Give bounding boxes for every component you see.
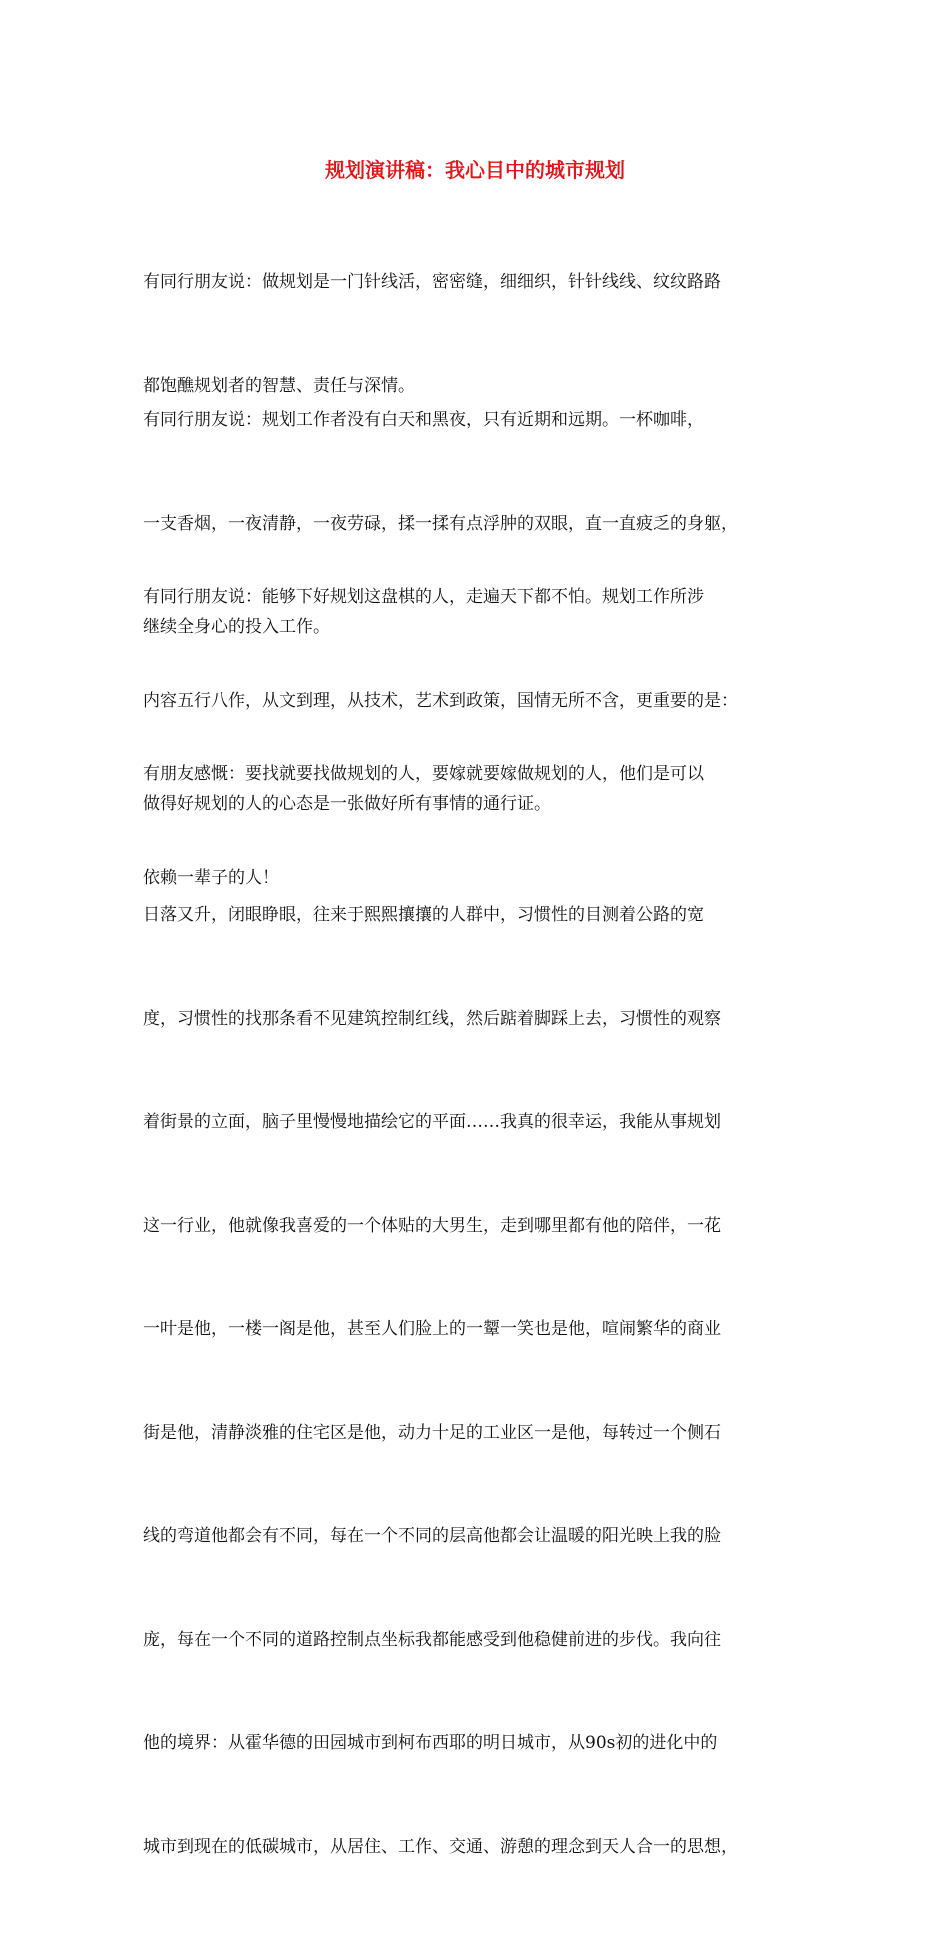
paragraph-5 [143,829,807,1933]
paragraph-line: 有同行朋友说：做规划是一门针线活，密密缝，细细织，针针线线、纹纹路路 [143,272,721,292]
paragraph-line: 有同行朋友说：能够下好规划这盘棋的人，走遍天下都不怕。规划工作所涉 [143,587,704,607]
paragraph-line: 线的弯道他都会有不同，每在一个不同的层高他都会让温暖的阳光映上我的脸 [143,1526,721,1546]
document-title: 规划演讲稿：我心目中的城市规划 [325,158,625,182]
paragraph-line: 街是他，清静淡雅的住宅区是他，动力十足的工业区一是他，每转过一个侧石 [143,1422,721,1443]
paragraph-line: 日落又升，闭眼睁眼，往来于熙熙攘攘的人群中，习惯性的目测着公路的宽 [143,905,704,925]
paragraph-line: 都饱醮规划者的智慧、责任与深情。 [143,375,415,396]
paragraph-line: 城市到现在的低碳城市，从居住、工作、交通、游憩的理念到天人合一的思想， [143,1836,738,1857]
paragraph-line: 一叶是他，一楼一阁是他，甚至人们脸上的一颦一笑也是他，喧闹繁华的商业 [143,1319,721,1339]
paragraph-line: 做得好规划的人的心态是一张做好所有事情的通行证。 [143,794,551,814]
paragraph-line: 他的境界：从霍华德的田园城市到柯布西耶的明日城市，从90s初的进化中的 [143,1733,718,1753]
paragraph-line: 一支香烟，一夜清静，一夜劳碌，揉一揉有点浮肿的双眼，直一直疲乏的身躯， [143,513,738,534]
paragraph-line: 庞，每在一个不同的道路控制点坐标我都能感受到他稳健前进的步伐。我向往 [143,1629,721,1650]
paragraph-line: 这一行业，他就像我喜爱的一个体贴的大男生，走到哪里都有他的陪伴，一花 [143,1215,721,1236]
paragraph-line: 继续全身心的投入工作。 [143,617,330,637]
paragraph-line: 度，习惯性的找那条看不见建筑控制红线，然后踮着脚踩上去，习惯性的观察 [143,1008,721,1029]
paragraph-line: 有同行朋友说：规划工作者没有白天和黑夜，只有近期和远期。一杯咖啡， [143,410,704,430]
paragraph-line: 内容五行八作，从文到理，从技术，艺术到政策，国情无所不含，更重要的是： [143,690,738,711]
paragraph-line: 依赖一辈子的人！ [143,867,279,888]
paragraph-line: 着街景的立面，脑子里慢慢地描绘它的平面……我真的很幸运，我能从事规划 [143,1112,721,1132]
paragraph-line: 有朋友感慨：要找就要找做规划的人，要嫁就要嫁做规划的人，他们是可以 [143,764,704,784]
